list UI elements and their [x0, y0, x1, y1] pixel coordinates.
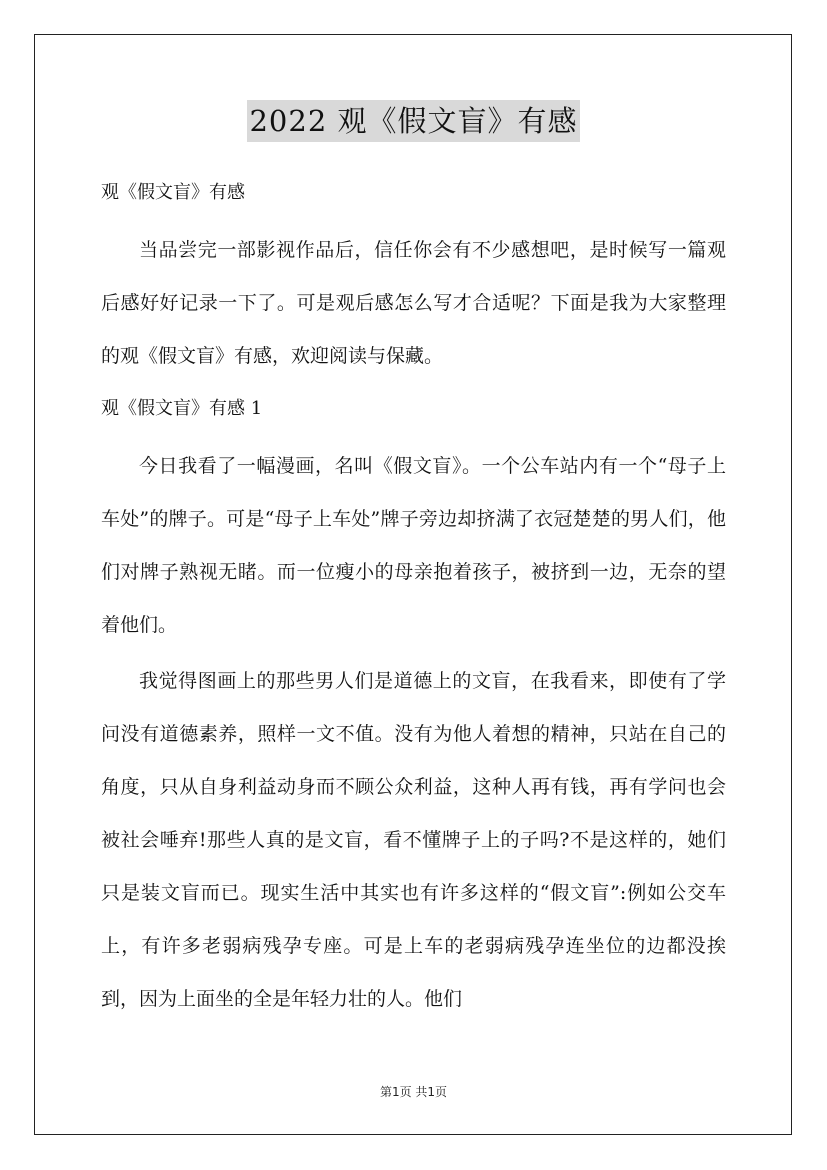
document-body	[101, 100, 726, 1026]
body-paragraph-1: 今日我看了一幅漫画，名叫《假文盲》。一个公车站内有一个“母子上车处”的牌子。可是“母子上车处”牌子旁边却挤满了衣冠楚楚的男人们，他们对牌子熟视无睹。而一位瘦小的母亲抱着孩子，被挤到一边，无奈的望着他们。	[101, 455, 726, 636]
intro-paragraph: 当品尝完一部影视作品后，信任你会有不少感想吧，是时候写一篇观后感好好记录一下了。可是观后感怎么写才合适呢？下面是我为大家整理的观《假文盲》有感，欢迎阅读与保藏。	[101, 239, 726, 367]
essay-heading-1: 观《假文盲》有感 1	[101, 398, 263, 419]
body-paragraph-2: 我觉得图画上的那些男人们是道德上的文盲，在我看来，即使有了学问没有道德素养，照样一文不值。没有为他人着想的精神，只站在自己的角度，只从自身利益动身而不顾公众利益，这种人再有钱，再有学问也会被社会唾弃!那些人真的是文盲，看不懂牌子上的子吗?不是这样的，她们只是装文盲而已。现实生活中其实也有许多这样的“假文盲”:例如公交车上，有许多老弱病残孕专座。可是上车的老弱病残孕连坐位的边都没挨到，因为上面坐的全是年轻力壮的人。他们	[101, 670, 726, 1010]
document-title: 2022 观《假文盲》有感	[247, 100, 579, 142]
section-heading: 观《假文盲》有感	[101, 182, 245, 203]
title-wrapper	[101, 100, 726, 146]
page-footer: 第1页 共1页	[379, 1085, 448, 1099]
